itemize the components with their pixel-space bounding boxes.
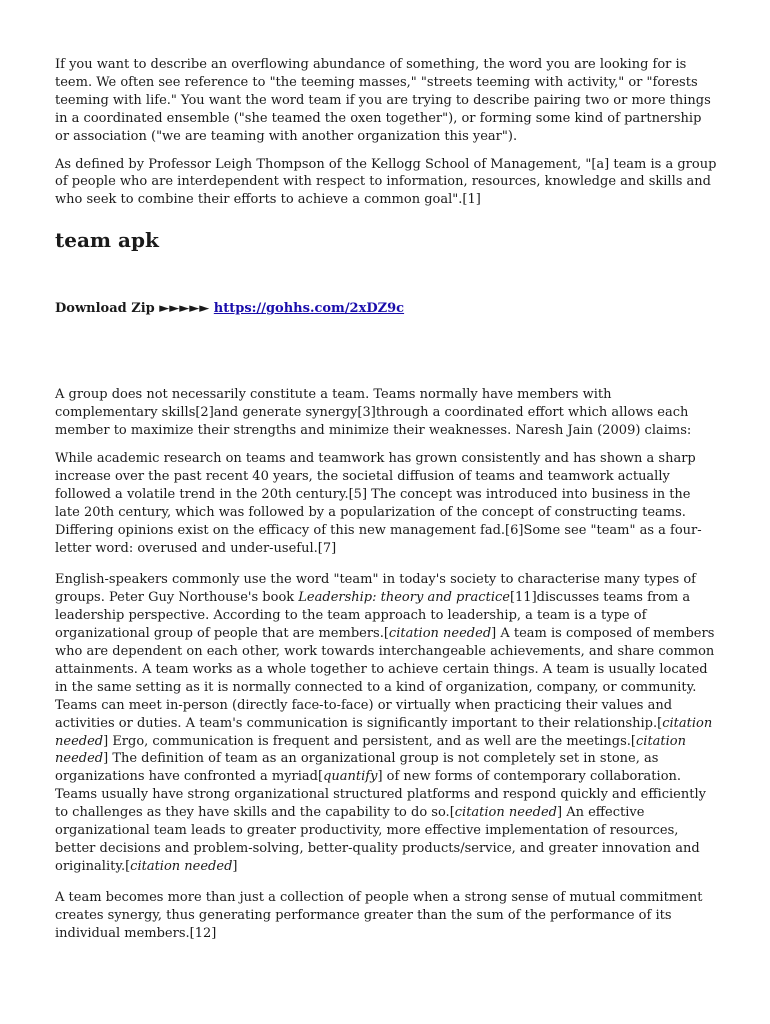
book-title: Leadership: theory and practice <box>298 590 510 606</box>
text-segment: ] An effective organizational team leads to greater productivity, more effective implementation of resources, better decisions and problem-solving, better-quality products/service, and greater innovation and originality.[ <box>55 805 700 874</box>
paragraph-teem-definition: If you want to describe an overflowing abundance of something, the word you are looking for is teem. We often see reference to "the teeming masses," "streets teeming with activity," or "forests teeming with life." You want the word team if you are trying to describe pairing two or more things in a coordinated ensemble ("she teamed the oxen together"), or forming some kind of partnership or association ("we are teaming with another organization this year"). <box>55 57 711 144</box>
text-segment: [11]discusses teams from a leadership perspective. According to the team approach to leadership, a team is a type of organizational group of people that are members.[ <box>55 590 691 642</box>
quantify-note: quantify <box>323 769 378 785</box>
download-label: Download Zip ►►►►► <box>55 301 214 317</box>
citation-needed-note: citation needed <box>55 733 687 767</box>
paragraph-academic-research: While academic research on teams and teamwork has grown consistently and has shown a sharp increase over the past recent 40 years, the societal diffusion of teams and teamwork actually followed a volatile trend in the 20th century.[5] The concept was introduced into business in the late 20th century, which was followed by a popularization of the concept of constructing teams. Differing opinions exist on the efficacy of this new management fad.[6]Some see "team" as a four-letter word: overused and under-useful.[7] <box>55 450 702 556</box>
download-link[interactable]: https://gohhs.com/2xDZ9c <box>213 301 405 317</box>
text-segment: ] The definition of team as an organizational group is not completely set in stone, as organizations have confronted a myriad[ <box>55 751 659 785</box>
text-segment: English-speakers commonly use the word "team" in today's society to characterise many types of groups. Peter Guy Northouse's book <box>55 572 696 606</box>
text-segment: ] Ergo, communication is frequent and persistent, and as well are the meetings.[ <box>103 733 637 749</box>
paragraph-english-speakers <box>55 571 718 875</box>
download-line <box>55 300 718 318</box>
paragraph-mutual-commitment: A team becomes more than just a collection of people when a strong sense of mutual commitment creates synergy, thus generating performance greater than the sum of the performance of its individual members.[12] <box>55 889 703 941</box>
text-segment: ] A team is composed of members who are dependent on each other, work towards interchangeable achievements, and share common attainments. A team works as a whole together to achieve certain things. A team is usually located in the same setting as it is normally connected to a kind of organization, company, or community. Teams can meet in-person (directly face-to-face) or virtually when practicing their values and activities or duties. A team's communication is significantly important to their relationship.[ <box>55 626 715 731</box>
paragraph-thompson-definition: As defined by Professor Leigh Thompson of the Kellogg School of Management, "[a] team is a group of people who are interdependent with respect to information, resources, knowledge and skills and who seek to combine their efforts to achieve a common goal".[1] <box>55 156 717 208</box>
text-segment: ] of new forms of contemporary collaboration. Teams usually have strong organizational structured platforms and respond quickly and efficiently to challenges as they have skills and the capability to do so.[ <box>55 769 706 821</box>
citation-needed-note: citation needed <box>55 715 713 749</box>
section-heading: team apk <box>55 228 159 253</box>
paragraph-group-vs-team: A group does not necessarily constitute a team. Teams normally have members with complementary skills[2]and generate synergy[3]through a coordinated effort which allows each member to maximize their strengths and minimize their weaknesses. Naresh Jain (2009) claims: <box>55 387 692 439</box>
citation-needed-note: citation needed <box>130 858 233 874</box>
citation-needed-note: citation needed <box>388 626 492 642</box>
citation-needed-note: citation needed <box>454 805 557 821</box>
text-segment: ] <box>232 858 238 874</box>
